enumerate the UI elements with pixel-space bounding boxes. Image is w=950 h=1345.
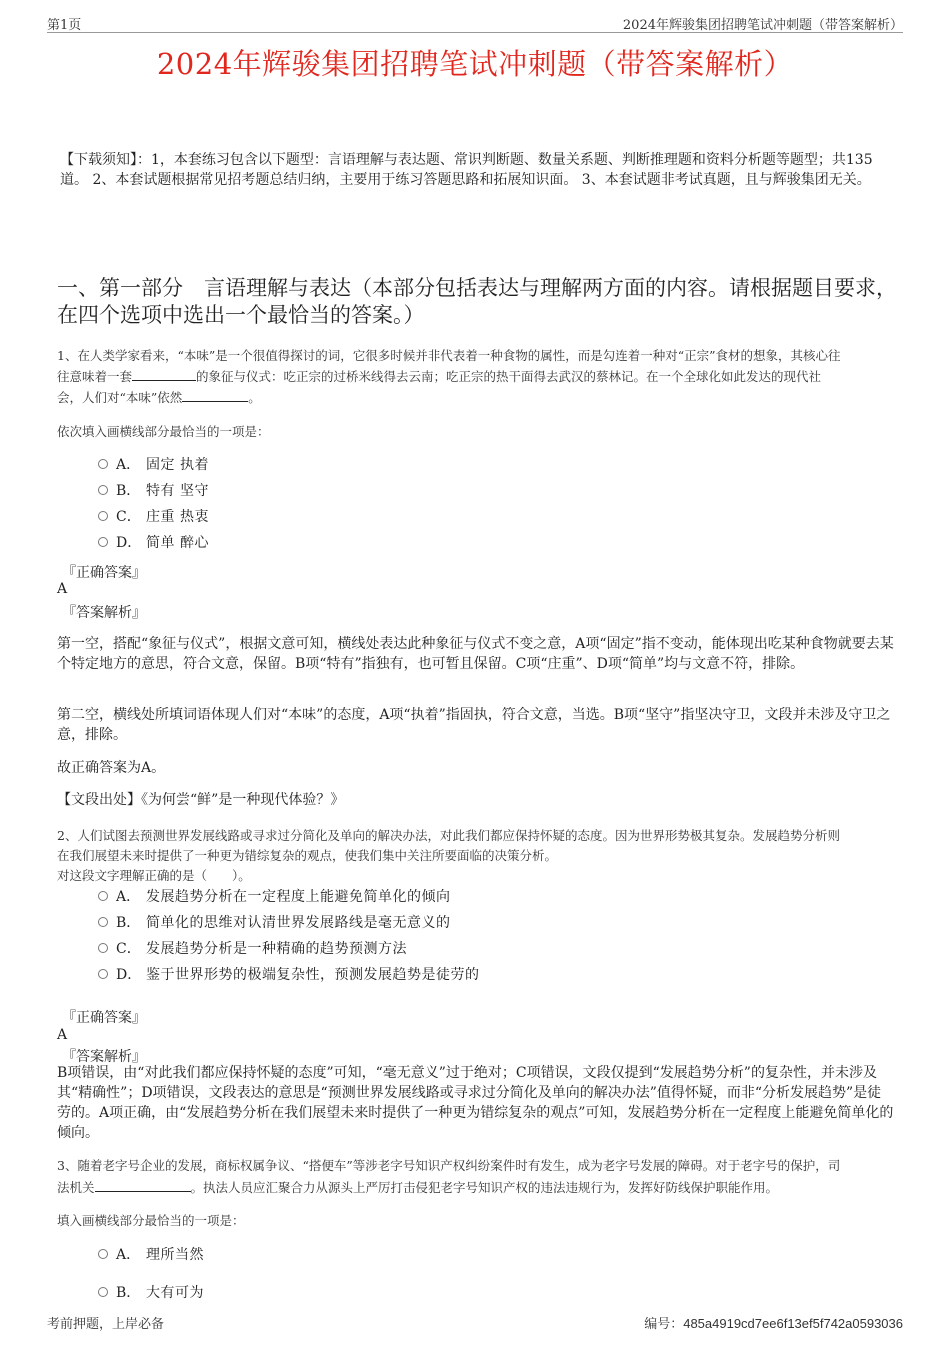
radio-icon[interactable] <box>98 511 108 521</box>
analysis-label: 『答案解析』 <box>62 1049 146 1065</box>
page-number: 第1页 <box>47 18 82 33</box>
analysis-paragraph: 第一空，搭配“象征与仪式”，根据文意可知，横线处表达此种象征与仪式不变之意，A项“固定”指不变动，能体现出吃某种食物就要去某个特定地方的意思，符合文意，保留。B项“特有”指独有，也可暂且保留。C项“庄重”、D项“简单”均与文意不符，排除。 <box>57 636 894 672</box>
option-b[interactable]: B． 特有 坚守 <box>98 481 209 501</box>
page-title: 2024年辉骏集团招聘笔试冲刺题（带答案解析） <box>156 47 794 81</box>
correct-answer: A <box>57 581 68 597</box>
option-c[interactable]: C． 发展趋势分析是一种精确的趋势预测方法 <box>98 939 407 959</box>
question-3-prompt: 填入画横线部分最恰当的一项是： <box>57 1213 245 1228</box>
section-heading: 一、第一部分 言语理解与表达（本部分包括表达与理解两方面的内容。请根据题目要求，在四个选项中选出一个最恰当的答案。） <box>57 276 897 327</box>
radio-icon[interactable] <box>98 891 108 901</box>
question-2-line-3: 对这段文字理解正确的是（ ）。 <box>57 868 251 883</box>
source-citation: 【文段出处】《为何尝“鲜”是一种现代体验？》 <box>57 792 345 808</box>
question-3-line-1: 3、随着老字号企业的发展，商标权属争议、“搭便车”等涉老字号知识产权纠纷案件时有发生，成为老字号发展的障碍。对于老字号的保护，司 <box>57 1158 841 1173</box>
analysis-paragraph: 第二空，横线处所填词语体现人们对“本味”的态度，A项“执着”指固执，符合文意，当选。B项“坚守”指坚决守卫，文段并未涉及守卫之意，排除。 <box>57 707 891 743</box>
download-notice: 【下载须知】：1，本套练习包含以下题型：言语理解与表达题、常识判断题、数量关系题、判断推理题和资料分析题等题型；共135道。 2、本套试题根据常见招考题总结归纳，主要用于练习答题思路和拓展知识面。 3、本套试题非考试真题，且与辉骏集团无关。 <box>60 152 873 188</box>
radio-icon[interactable] <box>98 917 108 927</box>
radio-icon[interactable] <box>98 1287 108 1297</box>
radio-icon[interactable] <box>98 459 108 469</box>
option-a[interactable]: A． 固定 执着 <box>98 455 209 475</box>
analysis-paragraph: B项错误，由“对此我们都应保持怀疑的态度”可知，“毫无意义”过于绝对；C项错误，文段仅提到“发展趋势分析”的复杂性，并未涉及其“精确性”；D项错误，文段表达的意思是“预测世界发展线路或寻求过分简化及单向的解决办法”值得怀疑，而非“分析发展趋势”是徒劳的。A项正确，由“发展趋势分析在我们展望未来时提供了一种更为错综复杂的观点”可知，发展趋势分析在一定程度上能避免简单化的倾向。 <box>57 1065 894 1141</box>
question-2-line-2: 在我们展望未来时提供了一种更为错综复杂的观点，使我们集中关注所要面临的决策分析。 <box>57 848 558 863</box>
radio-icon[interactable] <box>98 1249 108 1259</box>
analysis-label: 『答案解析』 <box>62 605 146 621</box>
header-divider <box>47 32 903 33</box>
question-2 <box>57 826 895 886</box>
option-b[interactable]: B． 大有可为 <box>98 1283 204 1303</box>
analysis-conclusion: 故正确答案为A。 <box>57 760 166 776</box>
question-2-line-1: 2、人们试图去预测世界发展线路或寻求过分简化及单向的解决办法，对此我们都应保持怀疑的态度。因为世界形势极其复杂。发展趋势分析则 <box>57 828 840 843</box>
question-1-line-3: 会，人们对“本味”依然 。 <box>57 390 261 405</box>
fill-blank <box>132 368 196 381</box>
option-d[interactable]: D． 鉴于世界形势的极端复杂性，预测发展趋势是徒劳的 <box>98 965 480 985</box>
question-1-line-1: 1、在人类学家看来，“本味”是一个很值得探讨的词，它很多时候并非代表着一种食物的属性，而是勾连着一种对“正宗”食材的想象，其核心往 <box>57 348 841 363</box>
option-b[interactable]: B． 简单化的思维对认清世界发展路线是毫无意义的 <box>98 913 451 933</box>
radio-icon[interactable] <box>98 485 108 495</box>
question-1-prompt: 依次填入画横线部分最恰当的一项是： <box>57 424 270 439</box>
fill-blank <box>182 389 248 402</box>
radio-icon[interactable] <box>98 969 108 979</box>
correct-answer-label: 『正确答案』 <box>62 565 146 581</box>
radio-icon[interactable] <box>98 537 108 547</box>
correct-answer: A <box>57 1027 68 1043</box>
footer-slogan: 考前押题，上岸必备 <box>47 1317 165 1332</box>
option-a[interactable]: A． 理所当然 <box>98 1245 204 1265</box>
question-3 <box>57 1155 895 1199</box>
option-c[interactable]: C． 庄重 热衷 <box>98 507 209 527</box>
footer-serial: 编号：485a4919cd7ee6f13ef5f742a0593036 <box>644 1316 903 1331</box>
question-3-line-2: 法机关 。执法人员应汇聚合力从源头上严厉打击侵犯老字号知识产权的违法违规行为，发挥好防线保护职能作用。 <box>57 1180 779 1195</box>
option-d[interactable]: D． 简单 醉心 <box>98 533 209 553</box>
option-a[interactable]: A． 发展趋势分析在一定程度上能避免简单化的倾向 <box>98 887 451 907</box>
question-1 <box>57 345 895 408</box>
fill-blank <box>95 1179 191 1192</box>
question-1-line-2: 往意味着一套 的象征与仪式：吃正宗的过桥米线得去云南；吃正宗的热干面得去武汉的蔡林记。在一个全球化如此发达的现代社 <box>57 369 822 384</box>
header-doc-title: 2024年辉骏集团招聘笔试冲刺题（带答案解析） <box>622 18 903 33</box>
radio-icon[interactable] <box>98 943 108 953</box>
correct-answer-label: 『正确答案』 <box>62 1010 146 1026</box>
